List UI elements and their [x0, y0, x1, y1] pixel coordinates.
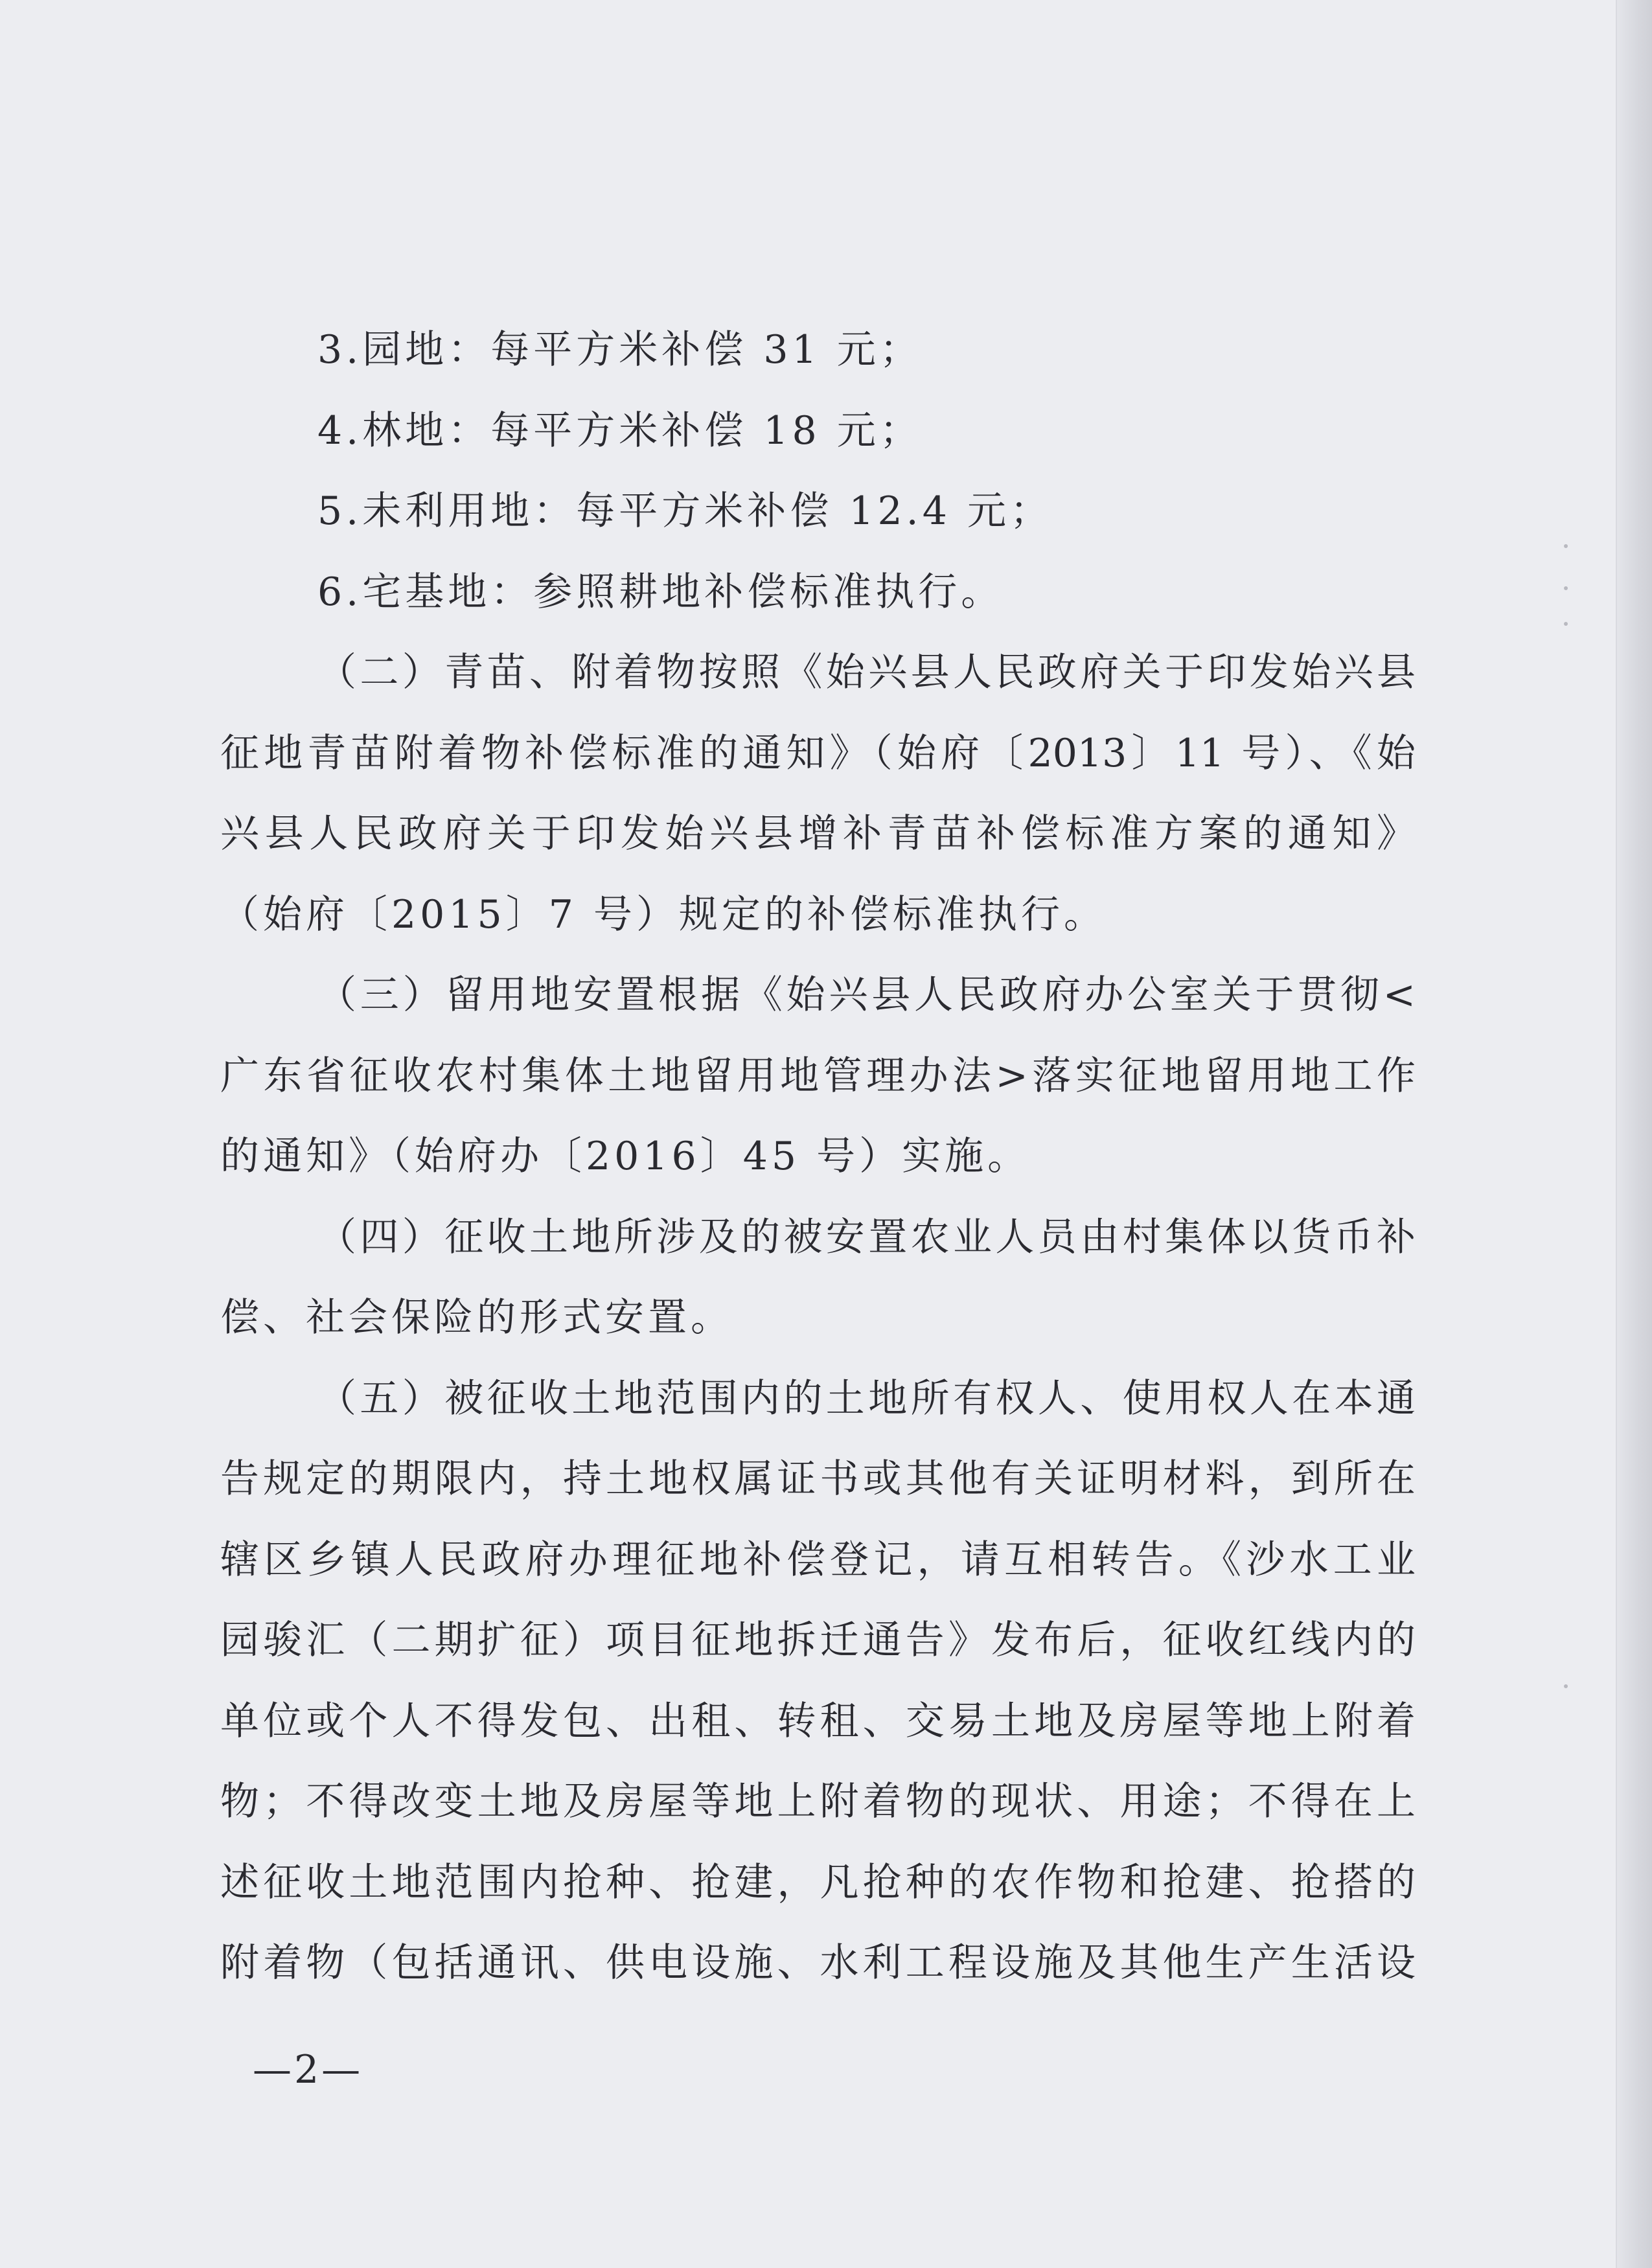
- text-line: 6.宅基地：参照耕地补偿标准执行。: [317, 569, 1004, 615]
- text-line: （五）被征收土地范围内的土地所有权人、使用权人在本通: [317, 1375, 1416, 1421]
- text-line: （二）青苗、附着物按照《始兴县人民政府关于印发始兴县: [317, 650, 1416, 695]
- text-line: （三）留用地安置根据《始兴县人民政府办公室关于贯彻<: [317, 972, 1416, 1018]
- text-line: （始府〔2015〕7 号）规定的补偿标准执行。: [220, 891, 1107, 937]
- text-line: 偿、社会保险的形式安置。: [220, 1295, 733, 1340]
- text-line: 的通知》（始府办〔2016〕45 号）实施。: [220, 1134, 1031, 1179]
- page-edge-shadow: [1616, 0, 1652, 2268]
- text-line: 园骏汇（二期扩征）项目征地拆迁通告》发布后，征收红线内的: [220, 1618, 1416, 1663]
- text-line: 兴县人民政府关于印发始兴县增补青苗补偿标准方案的通知》: [220, 811, 1416, 856]
- text-line: 3.园地：每平方米补偿 31 元；: [317, 327, 923, 372]
- paper-speck: [1564, 586, 1568, 590]
- text-line: 4.林地：每平方米补偿 18 元；: [317, 407, 923, 453]
- text-line: 辖区乡镇人民政府办理征地补偿登记，请互相转告。《沙水工业: [220, 1537, 1416, 1583]
- text-line: 广东省征收农村集体土地留用地管理办法>落实征地留用地工作: [220, 1053, 1416, 1099]
- document-body: [220, 310, 1416, 2004]
- text-line: 5.未利用地：每平方米补偿 12.4 元；: [317, 488, 1053, 534]
- text-line: 单位或个人不得发包、出租、转租、交易土地及房屋等地上附着: [220, 1698, 1416, 1744]
- text-line: 述征收土地范围内抢种、抢建，凡抢种的农作物和抢建、抢搭的: [220, 1859, 1416, 1905]
- text-line: （四）征收土地所涉及的被安置农业人员由村集体以货币补: [317, 1214, 1416, 1260]
- text-line: 物；不得改变土地及房屋等地上附着物的现状、用途；不得在上: [220, 1779, 1416, 1824]
- page-number: —2—: [253, 2047, 363, 2092]
- text-line: 附着物（包括通讯、供电设施、水利工程设施及其他生产生活设: [220, 1940, 1416, 1986]
- paper-speck: [1564, 622, 1568, 626]
- text-line: 告规定的期限内，持土地权属证书或其他有关证明材料，到所在: [220, 1456, 1416, 1502]
- text-line: 征地青苗附着物补偿标准的通知》（始府〔2013〕11 号）、《始: [220, 730, 1416, 776]
- paper-speck: [1564, 544, 1568, 548]
- paper-speck: [1564, 1684, 1568, 1688]
